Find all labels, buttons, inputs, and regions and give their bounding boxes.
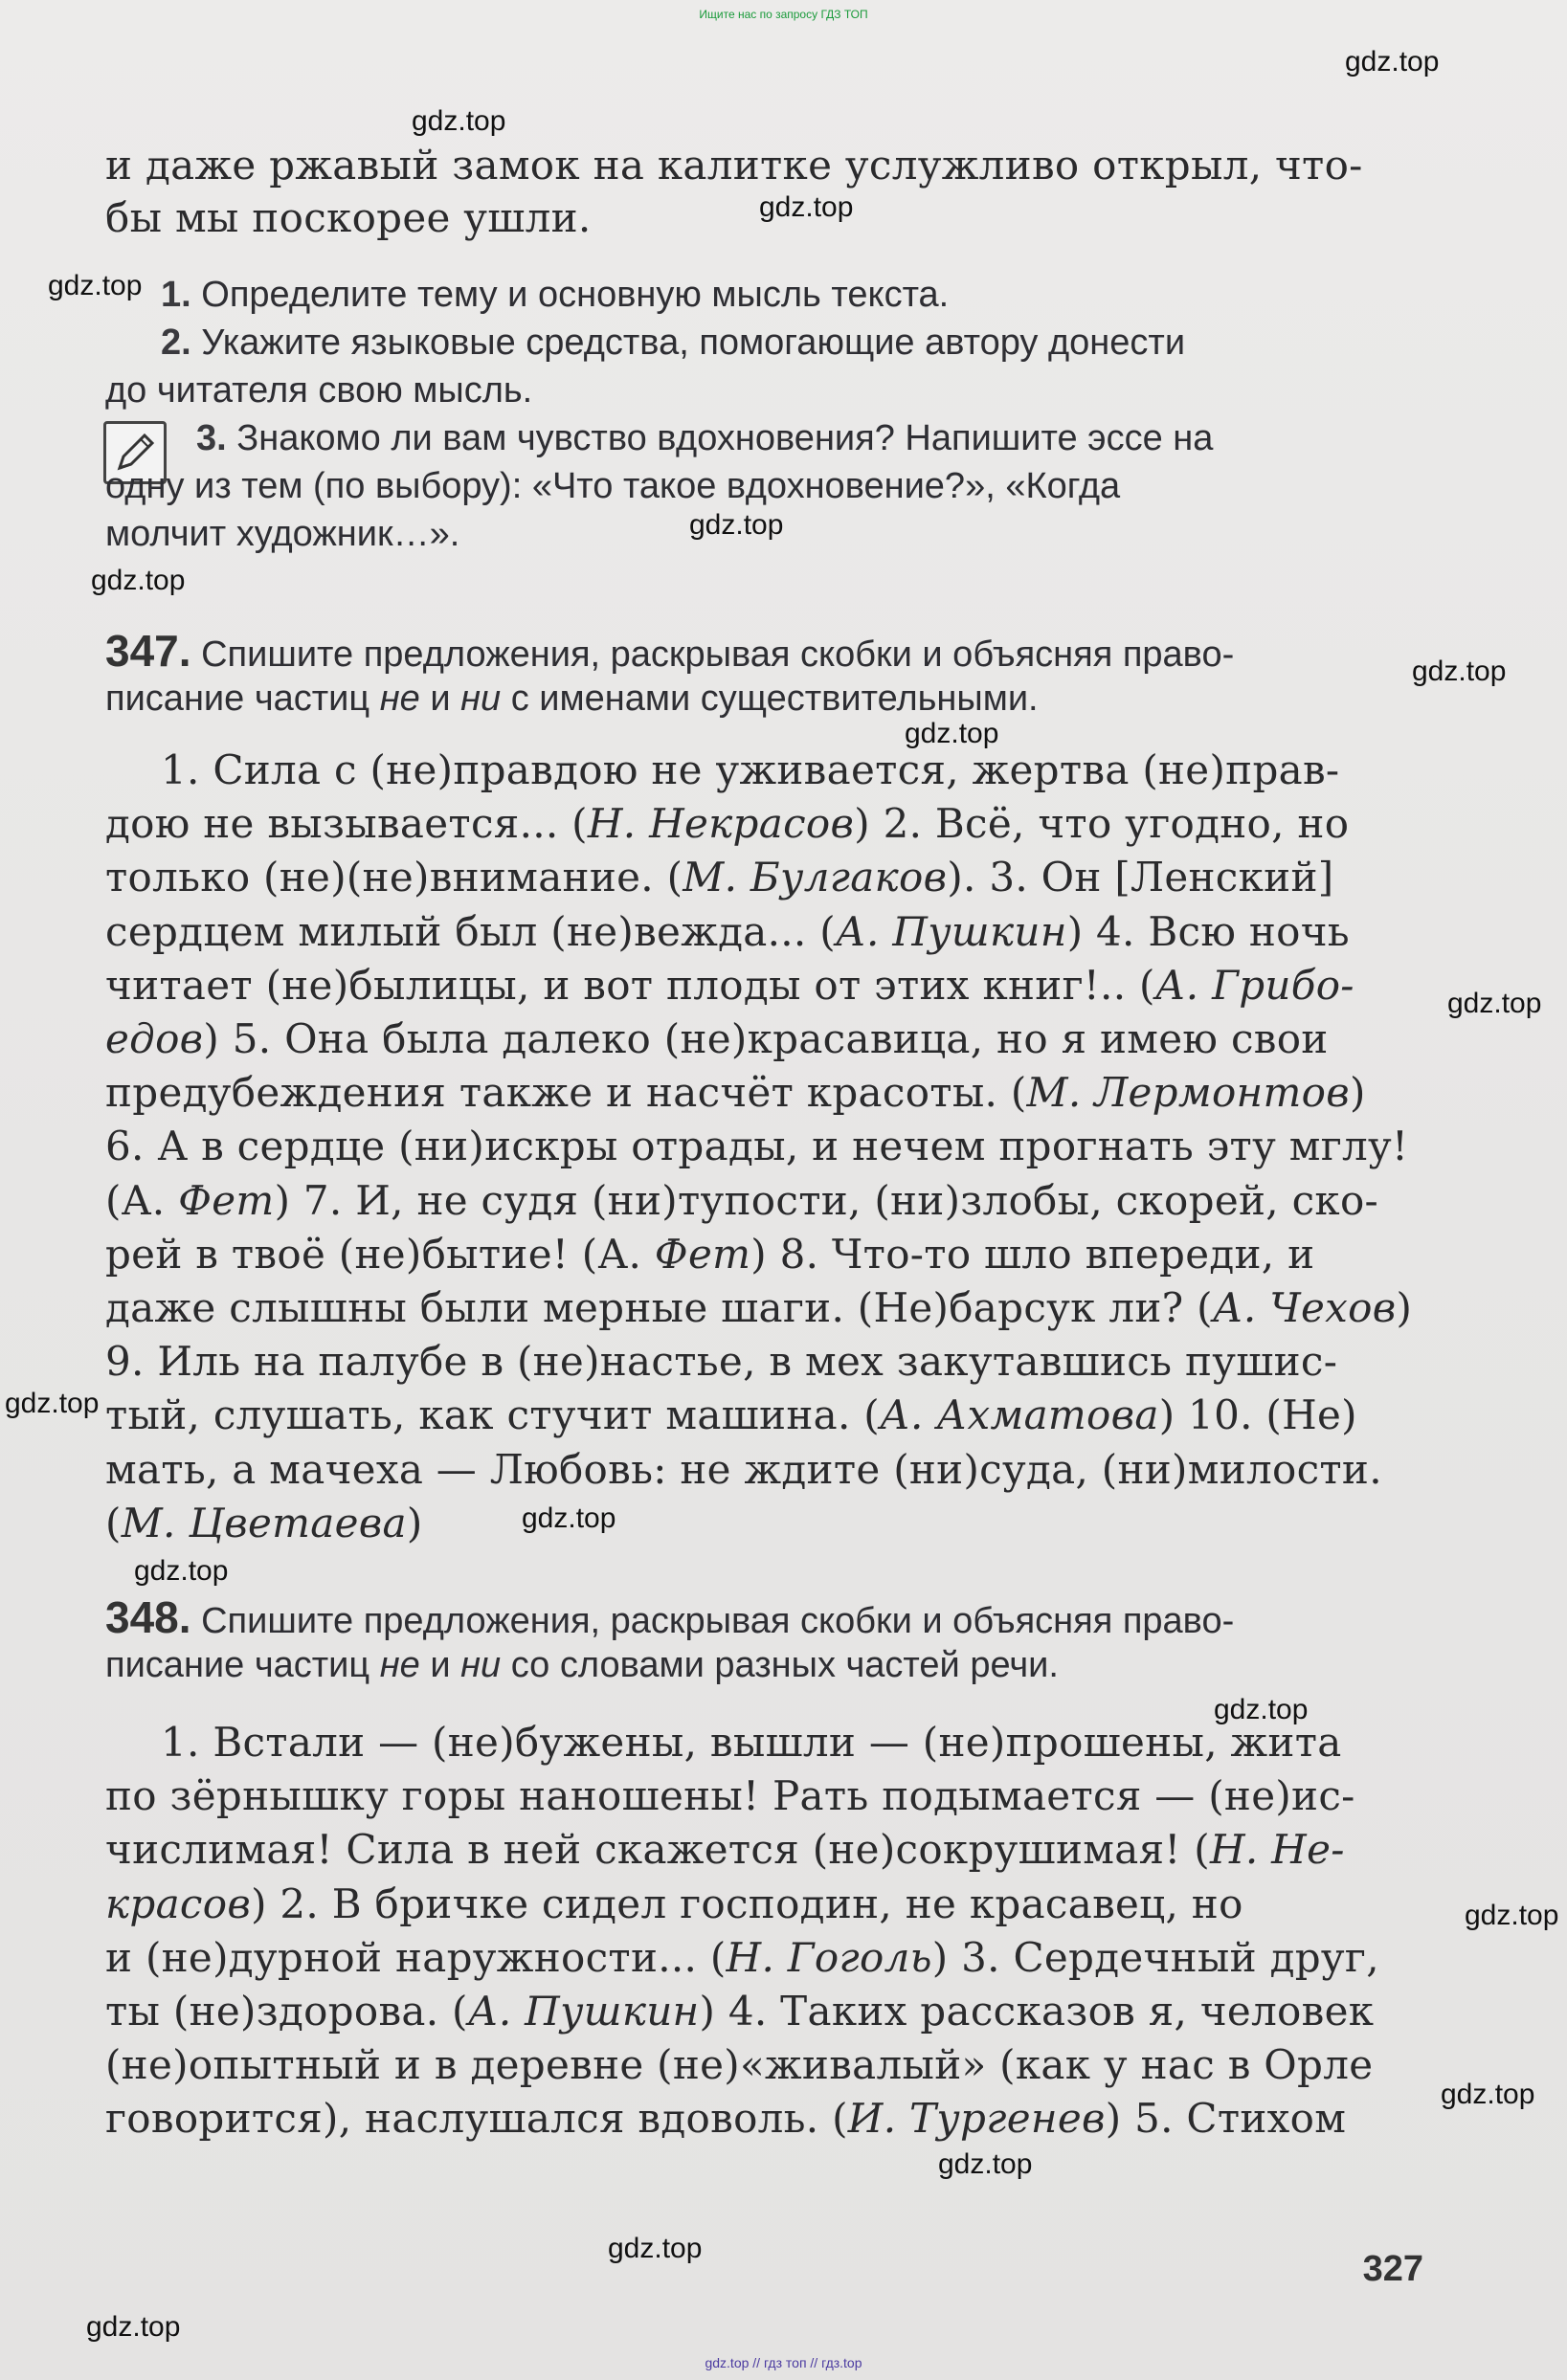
sentence-text: ) 7. И, не судя (ни)тупости, (ни)злобы, скорей, ско- — [274, 1176, 1379, 1224]
sentence-text: ) 5. Она была далеко (не)красавица, но я имею свои — [203, 1015, 1329, 1062]
watermark: gdz.top — [1412, 656, 1507, 687]
sentence-text: 1. Встали — (не)бужены, вышли — (не)прошены, жита — [161, 1719, 1342, 1766]
text-line — [105, 959, 1426, 1012]
task-2 — [161, 316, 1482, 369]
heading-text: писание частиц — [105, 678, 380, 719]
author-name: Фет — [654, 1230, 751, 1278]
sentence-text: ) 5. Стихом — [1105, 2095, 1347, 2143]
particle-ni: ни — [460, 678, 502, 719]
author-name: А. Грибо- — [1154, 961, 1354, 1009]
task-number: 3. — [196, 418, 227, 458]
task-3-cont: молчит художник…». — [105, 514, 460, 554]
text-line — [105, 1823, 1426, 1877]
task-number: 1. — [161, 275, 191, 315]
particle-ne: не — [379, 678, 420, 719]
text-line — [105, 1389, 1426, 1442]
sentence-text: предубеждения также и насчёт красоты. ( — [105, 1069, 1027, 1117]
author-name: красов — [105, 1880, 252, 1927]
author-name: Н. Некрасов — [587, 800, 855, 848]
sentence-text: тый, слушать, как стучит машина. ( — [105, 1391, 880, 1439]
sentence-text: и (не)дурной наружности... ( — [105, 1933, 727, 1981]
text-line — [105, 1985, 1426, 2038]
heading-text: со словами разных частей речи. — [501, 1645, 1059, 1685]
text-line — [105, 1878, 1426, 1931]
text-line — [105, 1066, 1426, 1120]
text-line — [105, 1931, 1426, 1985]
ex347-heading-cont — [105, 672, 1426, 725]
sentence-text: ты (не)здорова. ( — [105, 1988, 468, 2035]
text-line — [105, 1443, 1426, 1497]
text-line — [105, 1281, 1426, 1335]
sentence-text: 1. Сила с (не)правдою не уживается, жертва (не)прав- — [161, 746, 1340, 793]
text-line — [161, 744, 1482, 797]
top-note: Ищите нас по запросу ГДЗ ТОП — [699, 8, 868, 21]
watermark: gdz.top — [1441, 2079, 1535, 2110]
sentence-text: (не)опытный и в деревне (не)«живалый» (как у нас в Орле — [105, 2041, 1374, 2089]
sentence-text: (А. — [105, 1176, 179, 1224]
sentence-text: ( — [105, 1499, 122, 1546]
sentence-text: ) — [1396, 1284, 1413, 1331]
task-text: Определите тему и основную мысль текста. — [201, 275, 950, 315]
text-line: и даже ржавый замок на калитке услужливо открыл, что- — [105, 142, 1363, 189]
heading-text: с именами существительными. — [501, 678, 1039, 719]
sentence-text: дою не вызывается... ( — [105, 800, 588, 848]
sentence-text: говорится), наслушался вдоволь. ( — [105, 2095, 848, 2143]
author-name: М. Булгаков — [683, 854, 948, 901]
task-text: Укажите языковые средства, помогающие автору донести — [201, 323, 1186, 363]
heading-text: Спишите предложения, раскрывая скобки и объясняя право- — [201, 1601, 1235, 1641]
watermark: gdz.top — [1214, 1694, 1309, 1725]
heading-text: Спишите предложения, раскрывая скобки и объясняя право- — [201, 634, 1235, 675]
text-line — [105, 2092, 1426, 2146]
ex348-heading-cont — [105, 1638, 1426, 1692]
exercise-number: 347. — [105, 626, 191, 676]
text-line — [105, 1497, 1426, 1550]
task-1 — [161, 268, 1482, 322]
watermark: gdz.top — [86, 2311, 181, 2343]
author-name: Фет — [178, 1176, 275, 1224]
watermark: gdz.top — [1345, 46, 1440, 78]
text-line — [105, 1120, 1426, 1173]
author-name: А. Пушкин — [835, 907, 1067, 955]
sentence-text: ) 8. Что-то шло впереди, и — [750, 1230, 1315, 1278]
text-line — [105, 1012, 1426, 1066]
sentence-text: только (не)(не)внимание. ( — [105, 854, 683, 901]
sentence-text: читает (не)былицы, и вот плоды от этих книг!.. ( — [105, 961, 1155, 1009]
footer-note: gdz.top // гдз топ // гдз.top — [705, 2355, 862, 2370]
sentence-text: сердцем милый был (не)вежда... ( — [105, 907, 836, 955]
sentence-text: ) 2. Всё, что угодно, но — [854, 800, 1350, 848]
text-line — [105, 905, 1426, 959]
watermark: gdz.top — [134, 1555, 229, 1587]
text-line — [105, 2038, 1426, 2092]
text-line — [105, 851, 1426, 904]
task-3-cont: одну из тем (по выбору): «Что такое вдохновение?», «Когда — [105, 466, 1121, 506]
text-line: бы мы поскорее ушли. — [105, 194, 592, 241]
sentence-text: ) 10. (Не) — [1158, 1391, 1357, 1439]
text-line — [105, 797, 1426, 851]
author-name: М. Цветаева — [121, 1499, 407, 1546]
author-name: Н. Не- — [1209, 1826, 1345, 1874]
author-name: Н. Гоголь — [726, 1933, 932, 1981]
sentence-text: по зёрнышку горы наношены! Рать подымается — (не)ис- — [105, 1772, 1355, 1820]
author-name: едов — [105, 1015, 204, 1062]
text-line — [105, 1335, 1426, 1389]
watermark: gdz.top — [608, 2233, 703, 2264]
watermark: gdz.top — [5, 1388, 100, 1419]
text-line — [161, 1716, 1482, 1769]
sentence-text: ) — [1349, 1069, 1366, 1117]
author-name: М. Лермонтов — [1026, 1069, 1350, 1117]
author-name: И. Тургенев — [847, 2095, 1106, 2143]
sentence-text: ). 3. Он [Ленский] — [947, 854, 1334, 901]
sentence-text: числимая! Сила в ней скажется (не)сокрушимая! ( — [105, 1826, 1210, 1874]
heading-text: и — [419, 1645, 461, 1685]
sentence-text: даже слышны были мерные шаги. (Не)барсук ли? ( — [105, 1284, 1213, 1331]
heading-text: писание частиц — [105, 1645, 380, 1685]
sentence-text: ) — [406, 1499, 423, 1546]
task-3 — [196, 411, 1517, 465]
page-number: 327 — [1362, 2249, 1423, 2289]
task-text: Знакомо ли вам чувство вдохновения? Напишите эссе на — [236, 418, 1214, 458]
watermark: gdz.top — [689, 509, 784, 541]
text-line — [105, 1174, 1426, 1228]
particle-ni: ни — [460, 1645, 502, 1685]
text-line — [105, 1228, 1426, 1281]
sentence-text: мать, а мачеха — Любовь: не ждите (ни)суда, (ни)милости. — [105, 1445, 1382, 1493]
exercise-number: 348. — [105, 1592, 191, 1642]
watermark: gdz.top — [91, 565, 186, 596]
sentence-text: 9. Иль на палубе в (не)настье, в мех закутавшись пушис- — [105, 1338, 1338, 1386]
watermark: gdz.top — [1447, 988, 1542, 1019]
watermark: gdz.top — [522, 1502, 616, 1534]
task-number: 2. — [161, 323, 191, 363]
author-name: А. Ахматова — [879, 1391, 1159, 1439]
sentence-text: 6. А в сердце (ни)искры отрады, и нечем прогнать эту мглу! — [105, 1123, 1409, 1170]
watermark: gdz.top — [759, 191, 854, 223]
task-2-cont: до читателя свою мысль. — [105, 370, 533, 411]
particle-ne: не — [379, 1645, 420, 1685]
sentence-text: рей в твоё (не)бытие! (А. — [105, 1230, 655, 1278]
watermark: gdz.top — [412, 105, 506, 137]
sentence-text: ) 4. Всю ночь — [1066, 907, 1350, 955]
heading-text: и — [419, 678, 461, 719]
sentence-text: ) 2. В бричке сидел господин, не красавец, но — [251, 1880, 1243, 1927]
watermark: gdz.top — [48, 270, 143, 301]
sentence-text: ) 3. Сердечный друг, — [931, 1933, 1379, 1981]
author-name: А. Пушкин — [467, 1988, 700, 2035]
watermark: gdz.top — [1465, 1900, 1559, 1931]
watermark: gdz.top — [905, 718, 999, 749]
text-line — [105, 1769, 1426, 1823]
watermark: gdz.top — [938, 2148, 1033, 2180]
sentence-text: ) 4. Таких рассказов я, человек — [699, 1988, 1375, 2035]
author-name: А. Чехов — [1212, 1284, 1397, 1331]
